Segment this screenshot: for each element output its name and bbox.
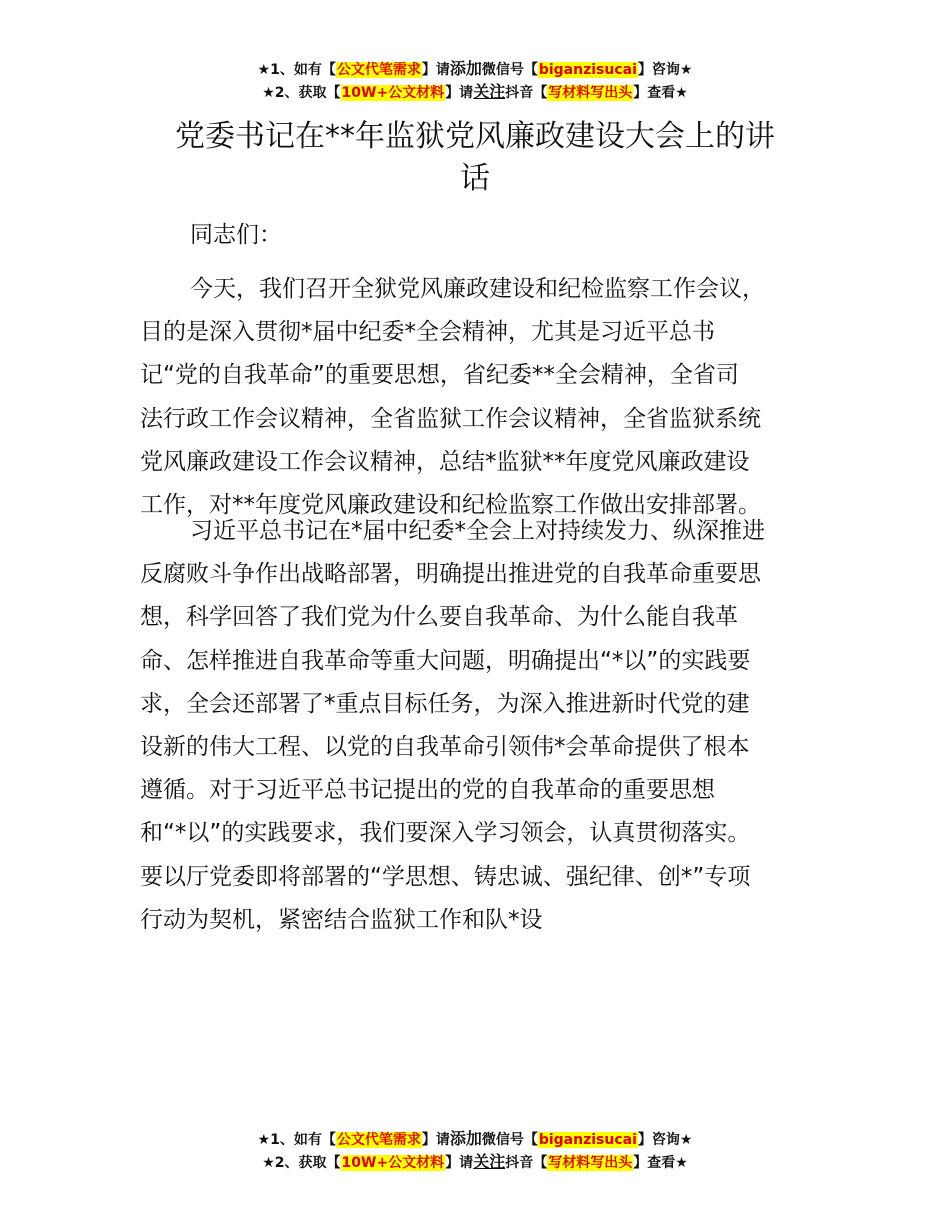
promo-text: ★2、获取【 [262,85,341,101]
paragraph-line: 遵循。对于习近平总书记提出的党的自我革命的重要思想 [140,777,715,804]
promo-text: 】请 [445,1155,474,1171]
paragraph-line: 习近平总书记在*届中纪委*全会上对持续发力、纵深推进 [190,518,765,544]
paragraph-line: 求，全会还部署了*重点目标任务，为深入推进新时代党的建 [140,690,750,717]
promo-text: 抖音【 [505,85,548,101]
promo-highlight: 公文代笔需求 [336,1132,421,1148]
paragraph-line: 工作，对**年度党风廉政建设和纪检监察工作做出安排部署。 [140,491,761,518]
promo-highlight: 10W+公文材料 [341,85,445,101]
promo-text: 微信号【 [481,1132,538,1148]
promo-text: 】查看★ [633,85,688,101]
promo-text: ★1、如有【 [257,1132,336,1148]
paragraph-line: 和“*以”的实践要求，我们要深入学习领会，认真贯彻落实。 [140,820,751,847]
title-line: 话 [460,161,490,196]
paragraph-line: 设新的伟大工程、以党的自我革命引领伟*会革命提供了根本 [140,733,750,760]
promo-wechat-id: biganzisucai [538,62,637,78]
paragraph-line: 法行政工作会议精神，全省监狱工作会议精神，全省监狱系统 [140,405,761,432]
paragraph-line: 反腐败斗争作出战略部署，明确提出推进党的自我革命重要思 [140,561,761,588]
title-line: 党委书记在**年监狱党风廉政建设大会上的讲 [175,119,775,154]
paragraph-line: 要以厅党委即将部署的“学思想、铸忠诚、强纪律、创*”专项 [140,863,751,890]
greeting: 同志们： [190,222,282,248]
promo-line-1 [0,58,950,81]
paragraph-line: 党风廉政建设工作会议精神，总结*监狱**年度党风廉政建设 [140,448,750,475]
paragraph-line: 想，科学回答了我们党为什么要自我革命、为什么能自我革 [140,604,738,631]
paragraph-line: 目的是深入贯彻*届中纪委*全会精神，尤其是习近平总书 [140,319,715,346]
promo-line-2 [0,81,950,104]
promo-emphasis: 添加 [449,1129,482,1148]
paragraph-line: 记“党的自我革命”的重要思想，省纪委**全会精神，全省司 [140,362,739,389]
header-promo-banner [0,58,950,104]
promo-emphasis: 添加 [449,59,482,78]
promo-text: ★2、获取【 [262,1155,341,1171]
promo-highlight: 10W+公文材料 [341,1155,445,1171]
paragraph-2 [140,510,815,942]
promo-text: ★1、如有【 [257,62,336,78]
promo-text: 】咨询★ [637,1132,693,1148]
promo-text: 】查看★ [633,1155,688,1171]
promo-text: 】请 [445,85,474,101]
promo-text: 】请 [421,1132,450,1148]
promo-line-1 [0,1128,950,1151]
promo-douyin-id: 写材料写出头 [548,85,633,101]
document-title [140,116,810,200]
paragraph-line: 命、怎样推进自我革命等重大问题，明确提出“*以”的实践要 [140,647,751,674]
promo-line-2 [0,1151,950,1174]
promo-text: 抖音【 [505,1155,548,1171]
promo-text: 微信号【 [481,62,538,78]
paragraph-1 [140,268,815,527]
promo-text: 】咨询★ [637,62,693,78]
promo-highlight: 公文代笔需求 [336,62,421,78]
promo-douyin-id: 写材料写出头 [548,1155,633,1171]
paragraph-line: 行动为契机，紧密结合监狱工作和队*设 [140,906,543,933]
promo-emphasis: 关注 [473,1152,506,1171]
paragraph-line: 今天，我们召开全狱党风廉政建设和纪检监察工作会议， [190,276,765,302]
promo-wechat-id: biganzisucai [538,1132,637,1148]
promo-emphasis: 关注 [473,82,506,101]
footer-promo-banner [0,1128,950,1174]
promo-text: 】请 [421,62,450,78]
